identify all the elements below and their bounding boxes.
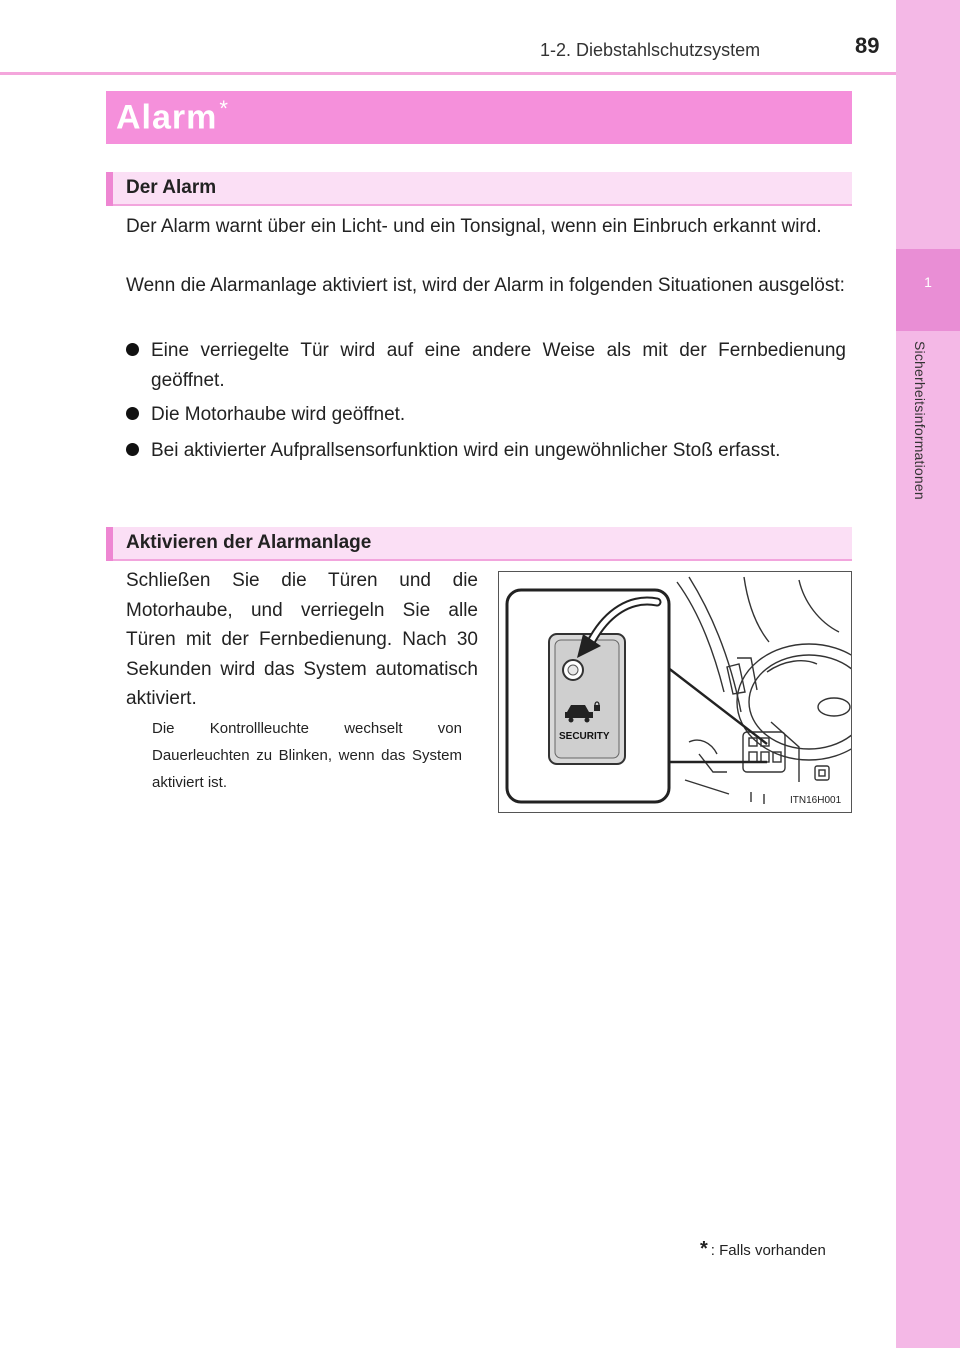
list-item xyxy=(126,400,846,430)
security-indicator-figure xyxy=(498,571,852,813)
security-label: SECURITY xyxy=(559,731,610,742)
note-indicator: Die Kontrollleuchte wechselt von Dauerleuchten zu Blinken, wenn das System aktiviert ist. xyxy=(152,720,462,791)
section-heading-aktivieren xyxy=(106,527,852,561)
section-heading-label: Der Alarm xyxy=(126,177,217,198)
page-title-text: Alarm xyxy=(116,98,218,137)
chapter-tab[interactable] xyxy=(896,249,960,331)
header-section-title: 1-2. Diebstahlschutzsystem xyxy=(540,40,761,60)
bullet-icon xyxy=(126,343,139,356)
paragraph-situations: Wenn die Alarmanlage aktiviert ist, wird der Alarm in folgenden Situationen ausgelöst: xyxy=(126,275,845,296)
page-number: 89 xyxy=(855,33,880,58)
footnote-mark: * xyxy=(700,1238,708,1260)
list-item xyxy=(126,436,846,466)
dashboard-illustration xyxy=(499,572,851,812)
paragraph-activation: Schließen Sie die Türen und die Motorhaube, und verriegeln Sie alle Türen mit der Fernbedienung. Nach 30 Sekunden wird das System automatisch aktiviert. xyxy=(126,570,478,709)
list-item-text: Eine verriegelte Tür wird auf eine andere Weise als mit der Fernbedienung geöffnet. xyxy=(151,340,846,391)
bullet-icon xyxy=(126,407,139,420)
figure-caption: ITN16H001 xyxy=(790,795,842,806)
header-divider xyxy=(0,72,896,75)
list-item xyxy=(126,336,846,395)
bullet-icon xyxy=(126,443,139,456)
chapter-number: 1 xyxy=(924,274,932,290)
optional-equipment-mark: * xyxy=(219,96,229,121)
heading-accent xyxy=(106,172,113,206)
chapter-label: Sicherheitsinformationen xyxy=(912,341,928,500)
footnote xyxy=(700,1238,826,1261)
list-item-text: Die Motorhaube wird geöffnet. xyxy=(151,404,406,425)
chapter-sidebar xyxy=(896,0,960,1348)
paragraph-intro: Der Alarm warnt über ein Licht- und ein Tonsignal, wenn ein Einbruch erkannt wird. xyxy=(126,216,822,237)
heading-accent xyxy=(106,527,113,561)
page-title xyxy=(116,96,229,137)
section-heading-der-alarm xyxy=(106,172,852,206)
section-heading-label: Aktivieren der Alarmanlage xyxy=(126,532,372,553)
list-item-text: Bei aktivierter Aufprallsensorfunktion wird ein ungewöhnlicher Stoß erfasst. xyxy=(151,440,781,461)
footnote-text: : Falls vorhanden xyxy=(710,1242,826,1259)
